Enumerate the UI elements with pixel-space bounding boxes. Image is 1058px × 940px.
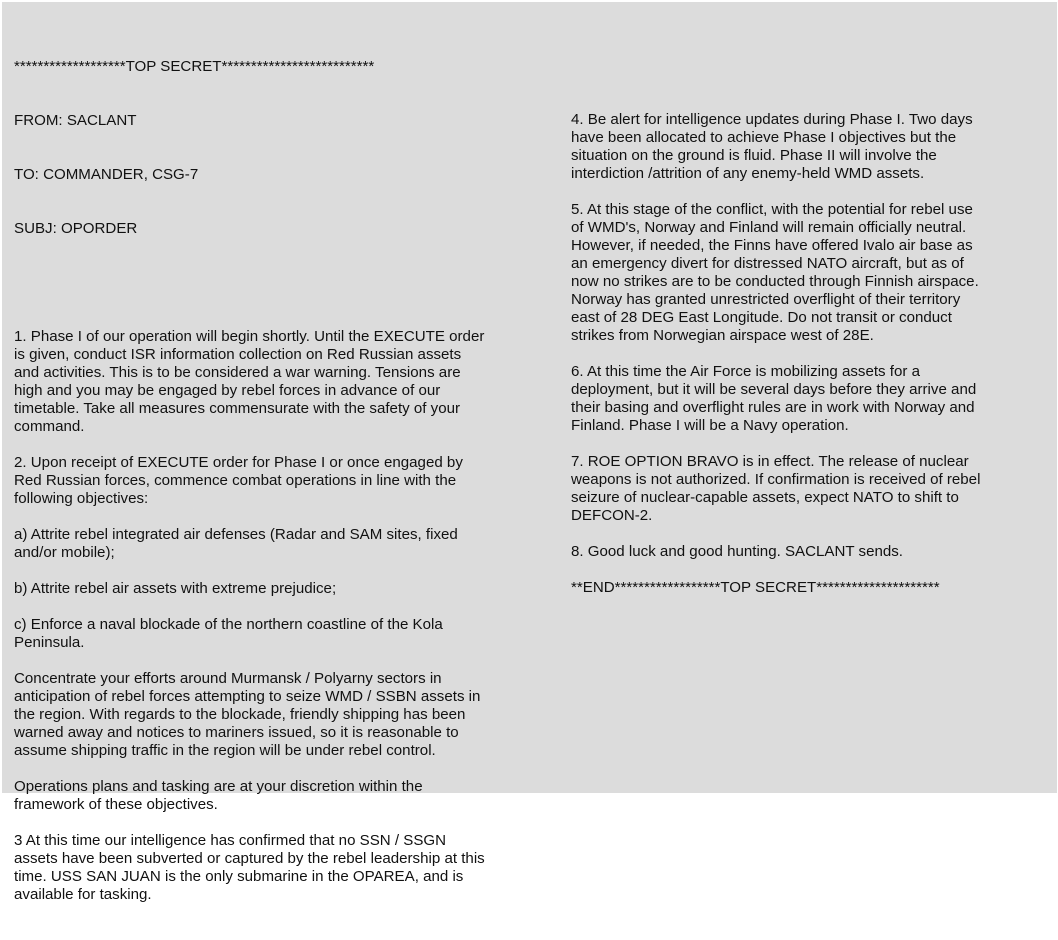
blank-line [14,652,534,670]
blank-line [14,814,534,832]
right-paragraph [571,111,1051,183]
text-line: of WMD's, Norway and Finland will remain officially neutral. [571,219,967,236]
text-line: a) Attrite rebel integrated air defenses (Radar and SAM sites, fixed [14,526,458,543]
blank-line [14,760,534,778]
text-line: assume shipping traffic in the region will be under rebel control. [14,742,436,759]
left-paragraph [14,454,534,508]
left-paragraph [14,328,534,436]
from-line: FROM: SACLANT [14,112,137,129]
text-line: strikes from Norwegian airspace west of 28E. [571,327,874,344]
text-line: command. [14,418,85,435]
right-paragraph [571,201,1051,345]
text-line: c) Enforce a naval blockade of the northern coastline of the Kola [14,616,443,633]
text-line: Peninsula. [14,634,85,651]
text-line: an emergency divert for distressed NATO aircraft, but as of [571,255,964,272]
text-line: available for tasking. [14,886,152,903]
text-line: 2. Upon receipt of EXECUTE order for Phase I or once engaged by [14,454,463,471]
left-paragraph [14,580,534,598]
message-right-column [571,75,1051,633]
top-secret-banner: *******************TOP SECRET************************** [14,58,375,75]
message-window [2,2,1057,903]
text-line: deployment, but it will be several days before they arrive and [571,381,977,398]
right-paragraph [571,579,1051,597]
left-paragraph [14,526,534,562]
left-paragraphs [14,328,534,904]
subject-line: SUBJ: OPORDER [14,220,138,237]
text-line: 1. Phase I of our operation will begin shortly. Until the EXECUTE order [14,328,485,345]
text-line: and activities. This is to be considered a war warning. Tensions are [14,364,461,381]
text-line: following objectives: [14,490,149,507]
left-paragraph [14,778,534,814]
blank-line [14,274,534,292]
blank-line [571,561,1051,579]
blank-line [571,435,1051,453]
right-paragraph [571,363,1051,435]
text-line: timetable. Take all measures commensurate with the safety of your [14,400,461,417]
text-line: time. USS SAN JUAN is the only submarine in the OPAREA, and is [14,868,464,885]
text-line: Finland. Phase I will be a Navy operation. [571,417,849,434]
blank-line [571,183,1051,201]
blank-line [571,345,1051,363]
text-line: 7. ROE OPTION BRAVO is in effect. The release of nuclear [571,453,969,470]
text-line: warned away and notices to mariners issued, so it is reasonable to [14,724,459,741]
blank-line [14,508,534,526]
text-line: assets have been subverted or captured by the rebel leadership at this [14,850,485,867]
text-line: now no strikes are to be conducted through Finnish airspace. [571,273,979,290]
text-line: weapons is not authorized. If confirmation is received of rebel [571,471,981,488]
text-line: framework of these objectives. [14,796,218,813]
blank-line [571,525,1051,543]
left-paragraph [14,616,534,652]
text-line: 3 At this time our intelligence has confirmed that no SSN / SSGN [14,832,447,849]
text-line: Concentrate your efforts around Murmansk / Polyarny sectors in [14,670,442,687]
left-paragraph [14,670,534,760]
text-line: have been allocated to achieve Phase I objectives but the [571,129,957,146]
text-line: seizure of nuclear-capable assets, expect NATO to shift to [571,489,959,506]
text-line: 6. At this time the Air Force is mobilizing assets for a [571,363,920,380]
text-line: Red Russian forces, commence combat operations in line with the [14,472,457,489]
text-line: DEFCON-2. [571,507,653,524]
right-paragraph [571,543,1051,561]
text-line: 8. Good luck and good hunting. SACLANT sends. [571,543,903,560]
right-paragraph [571,453,1051,525]
text-line: However, if needed, the Finns have offered Ivalo air base as [571,237,973,254]
text-line: b) Attrite rebel air assets with extreme prejudice; [14,580,337,597]
text-line: is given, conduct ISR information collection on Red Russian assets [14,346,462,363]
text-line: Norway has granted unrestricted overflight of their territory [571,291,961,308]
blank-line [14,598,534,616]
message-left-column [14,22,534,940]
text-line: high and you may be engaged by rebel forces in advance of our [14,382,441,399]
text-line: **END******************TOP SECRET********************* [571,579,940,596]
right-paragraphs [571,111,1051,597]
to-line: TO: COMMANDER, CSG-7 [14,166,199,183]
text-line: Operations plans and tasking are at your discretion within the [14,778,423,795]
left-paragraph [14,832,534,904]
text-line: east of 28 DEG East Longitude. Do not transit or conduct [571,309,952,326]
text-line: and/or mobile); [14,544,115,561]
text-line: 4. Be alert for intelligence updates during Phase I. Two days [571,111,973,128]
text-line: anticipation of rebel forces attempting to seize WMD / SSBN assets in [14,688,481,705]
text-line: interdiction /attrition of any enemy-held WMD assets. [571,165,925,182]
text-line: the region. With regards to the blockade, friendly shipping has been [14,706,466,723]
text-line: 5. At this stage of the conflict, with the potential for rebel use [571,201,973,218]
blank-line [14,562,534,580]
text-line: their basing and overflight rules are in work with Norway and [571,399,975,416]
blank-line [14,436,534,454]
text-line: situation on the ground is fluid. Phase II will involve the [571,147,937,164]
